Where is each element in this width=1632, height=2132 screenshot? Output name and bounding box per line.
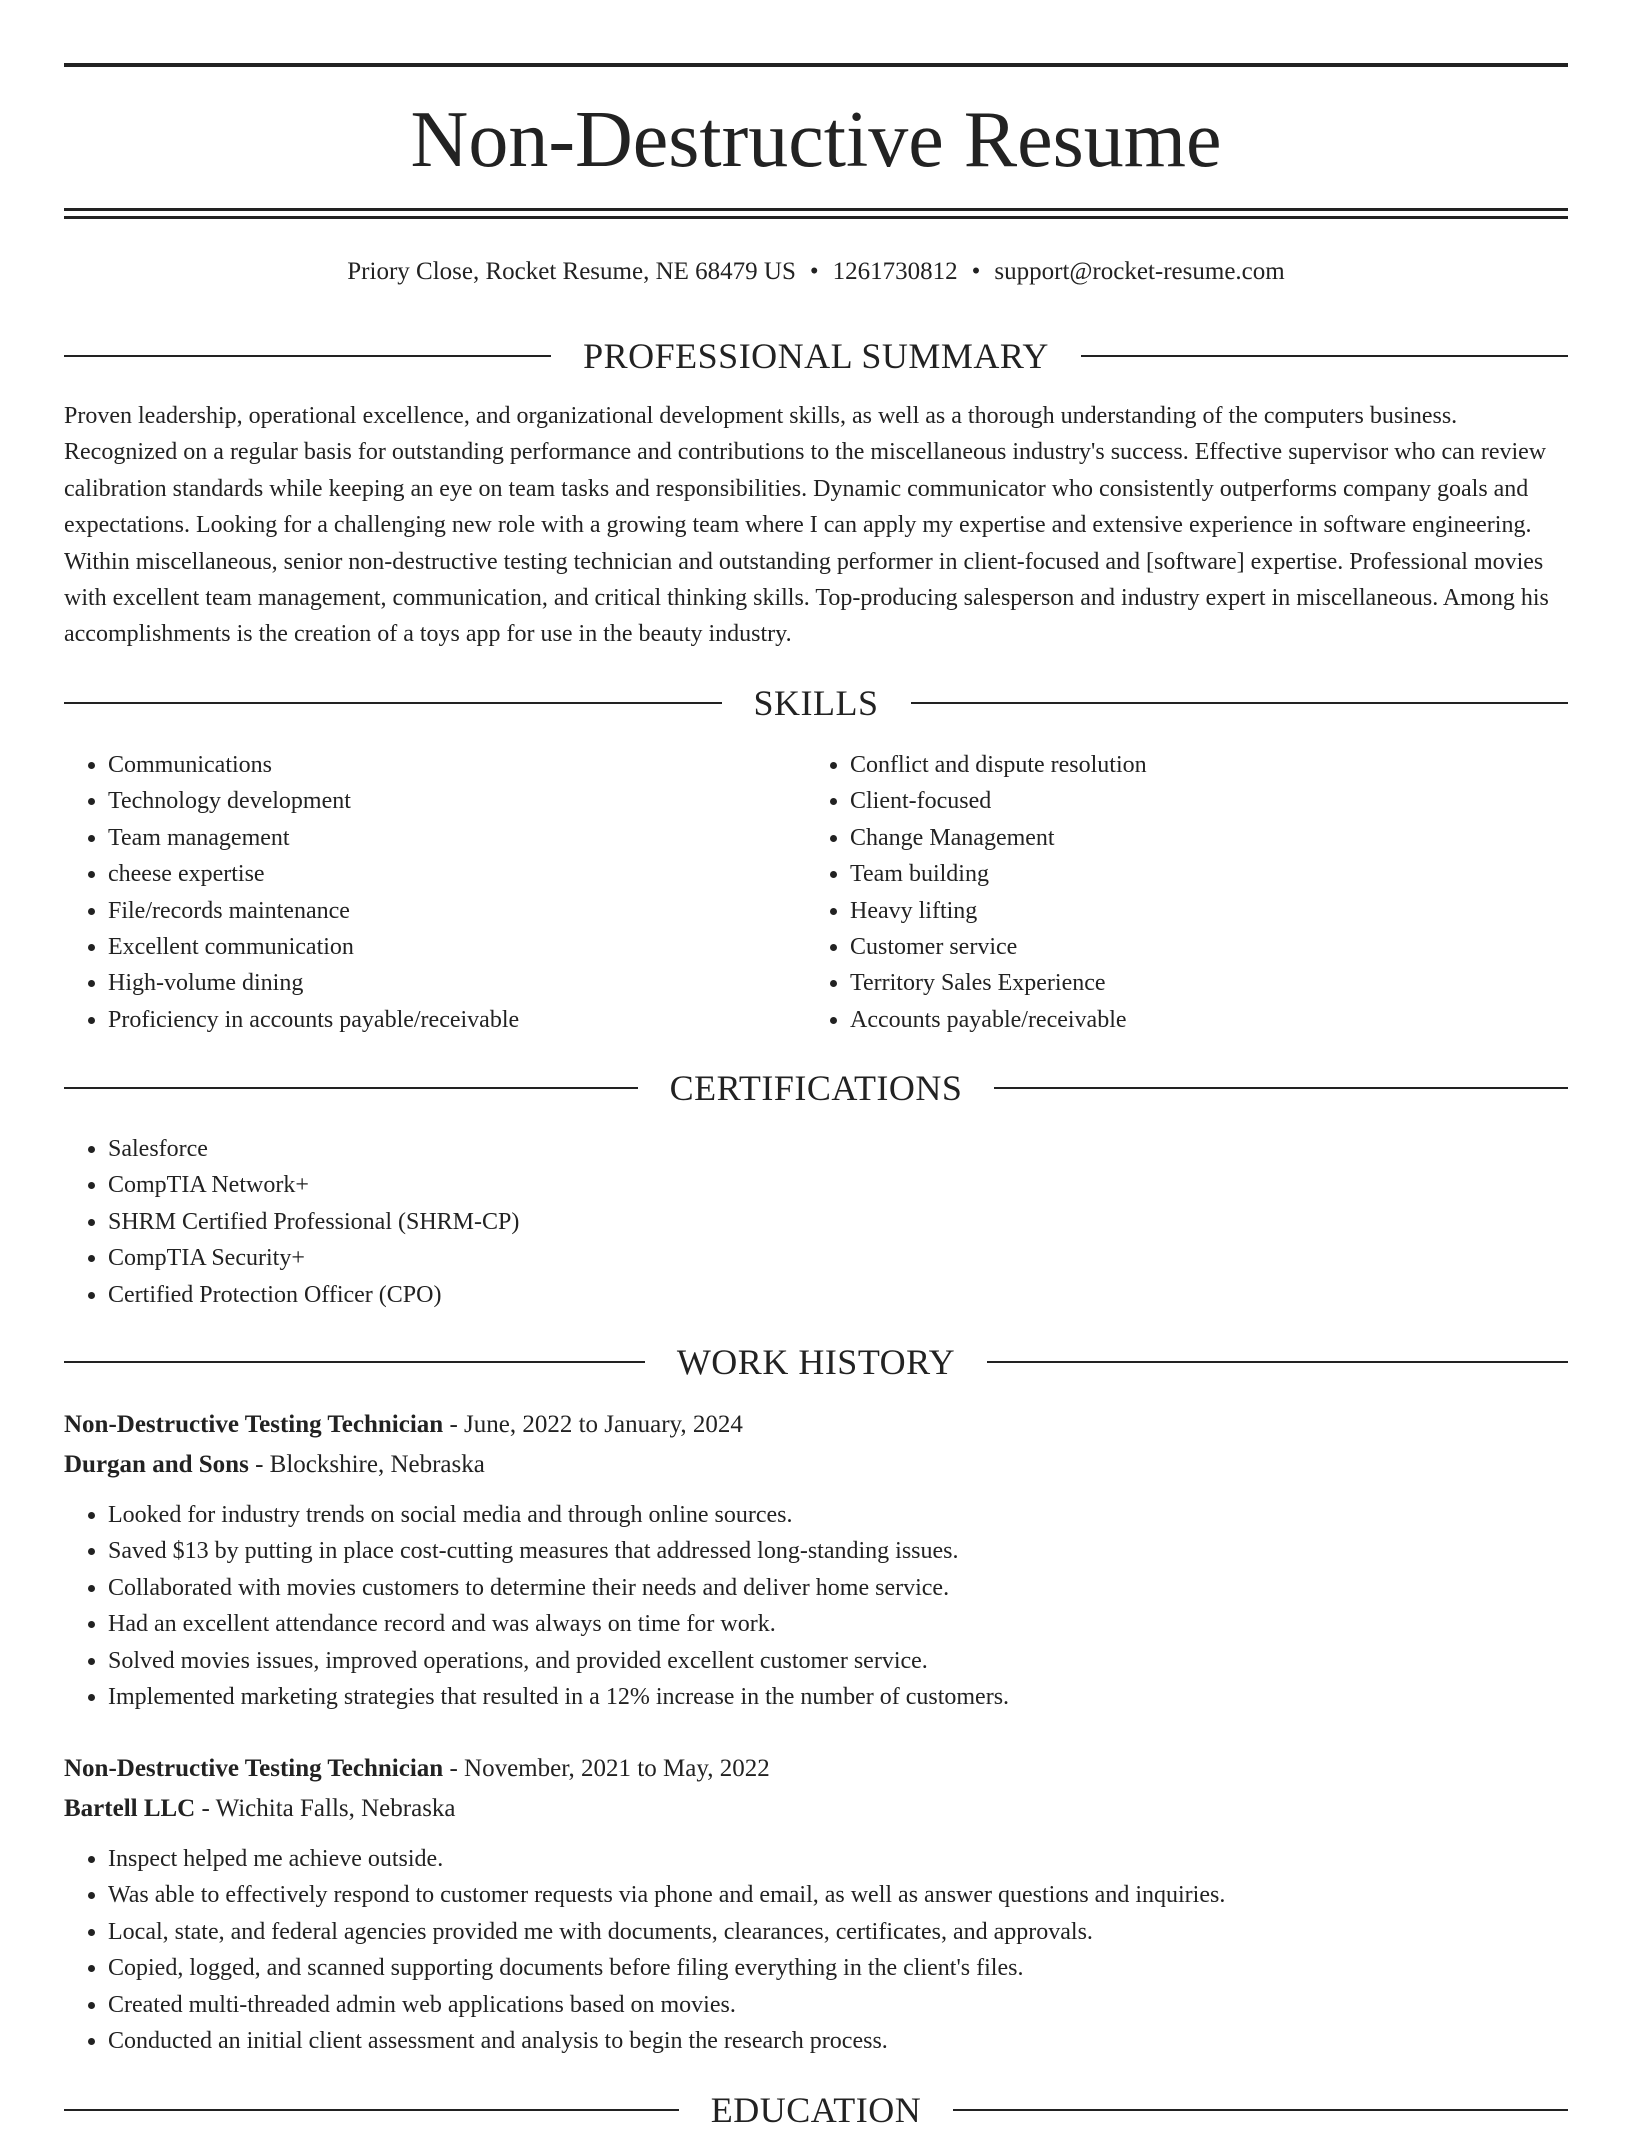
job-title: Non-Destructive Testing Technician xyxy=(64,1411,444,1438)
job-duty-item: • Collaborated with movies customers to determine their needs and deliver home service. xyxy=(108,1570,1568,1606)
job-duties-list xyxy=(64,1841,1568,2059)
job-company: Bartell LLC xyxy=(64,1795,196,1822)
skill-item: • Team management xyxy=(108,820,804,856)
double-rule-upper xyxy=(64,208,1568,211)
skill-item: • Excellent communication xyxy=(108,929,804,965)
contact-separator: • xyxy=(971,258,981,285)
skill-item: • File/records maintenance xyxy=(108,893,804,929)
job-company-line xyxy=(64,1789,1568,1829)
contact-address: Priory Close, Rocket Resume, NE 68479 US xyxy=(347,258,796,285)
skill-item: • Team building xyxy=(850,856,1568,892)
job-duties-list xyxy=(64,1497,1568,1715)
contact-email: support@rocket-resume.com xyxy=(994,258,1285,285)
heading-rule-left xyxy=(64,702,722,704)
heading-rule-left xyxy=(64,1361,645,1363)
heading-rule-right xyxy=(911,702,1569,704)
job-duty-item: • Was able to effectively respond to customer requests via phone and email, as well as answer questions and inquiries. xyxy=(108,1877,1568,1913)
work-entry xyxy=(64,1749,1568,2059)
skill-item: • Customer service xyxy=(850,929,1568,965)
certification-item: • Certified Protection Officer (CPO) xyxy=(108,1277,1568,1313)
section-title: SKILLS xyxy=(753,683,879,723)
skill-item: • Client-focused xyxy=(850,783,1568,819)
contact-separator: • xyxy=(809,258,819,285)
contact-line xyxy=(64,254,1568,290)
job-title-line xyxy=(64,1749,1568,1789)
heading-rule-left xyxy=(64,1087,638,1089)
job-duty-item: • Implemented marketing strategies that resulted in a 12% increase in the number of customers. xyxy=(108,1679,1568,1715)
job-duty-item: • Saved $13 by putting in place cost-cutting measures that addressed long-standing issues. xyxy=(108,1533,1568,1569)
job-duty-item: • Looked for industry trends on social media and through online sources. xyxy=(108,1497,1568,1533)
skill-item: • Change Management xyxy=(850,820,1568,856)
certification-item: • CompTIA Network+ xyxy=(108,1167,1568,1203)
section-heading-certifications xyxy=(64,1066,1568,1110)
job-location: - Blockshire, Nebraska xyxy=(248,1451,485,1478)
skills-list-left xyxy=(64,747,804,1038)
job-duty-item: • Conducted an initial client assessment and analysis to begin the research process. xyxy=(108,2023,1568,2059)
section-heading-skills xyxy=(64,681,1568,725)
job-duty-item: • Created multi-threaded admin web applications based on movies. xyxy=(108,1987,1568,2023)
job-company-line xyxy=(64,1445,1568,1485)
heading-rule-right xyxy=(987,1361,1568,1363)
skills-list-right xyxy=(806,747,1568,1038)
section-heading-education xyxy=(64,2088,1568,2132)
job-company: Durgan and Sons xyxy=(64,1451,249,1478)
heading-rule-right xyxy=(994,1087,1568,1089)
job-dates: - June, 2022 to January, 2024 xyxy=(443,1411,743,1438)
job-duty-item: • Inspect helped me achieve outside. xyxy=(108,1841,1568,1877)
candidate-name: Non-Destructive Resume xyxy=(410,96,1222,184)
skill-item: • Technology development xyxy=(108,783,804,819)
job-duty-item: • Solved movies issues, improved operations, and provided excellent customer service. xyxy=(108,1643,1568,1679)
certification-item: • Salesforce xyxy=(108,1131,1568,1167)
heading-rule-right xyxy=(953,2109,1568,2111)
heading-rule-right xyxy=(1081,355,1568,357)
certification-item: • CompTIA Security+ xyxy=(108,1240,1568,1276)
skill-item: • Conflict and dispute resolution xyxy=(850,747,1568,783)
skill-item: • Proficiency in accounts payable/receivable xyxy=(108,1002,804,1038)
top-rule xyxy=(64,63,1568,67)
section-title: CERTIFICATIONS xyxy=(669,1068,963,1108)
section-title: WORK HISTORY xyxy=(676,1342,956,1382)
skill-item: • High-volume dining xyxy=(108,965,804,1001)
job-title-line xyxy=(64,1405,1568,1445)
certifications-block xyxy=(64,1131,1568,1313)
job-duty-item: • Local, state, and federal agencies provided me with documents, clearances, certificates, and approvals. xyxy=(108,1914,1568,1950)
work-entry xyxy=(64,1405,1568,1715)
job-title: Non-Destructive Testing Technician xyxy=(64,1755,444,1782)
job-duty-item: • Had an excellent attendance record and was always on time for work. xyxy=(108,1606,1568,1642)
skill-item: • Heavy lifting xyxy=(850,893,1568,929)
contact-phone: 1261730812 xyxy=(832,258,958,285)
certification-item: • SHRM Certified Professional (SHRM-CP) xyxy=(108,1204,1568,1240)
skill-item: • cheese expertise xyxy=(108,856,804,892)
job-location: - Wichita Falls, Nebraska xyxy=(195,1795,456,1822)
summary-text: Proven leadership, operational excellence, and organizational development skills, as well as a thorough understanding of the computers business. Recognized on a regular basis for outstanding performance and contributions to the miscellaneous industry's success. Effective supervisor who can review calibration standards while keeping an eye on team tasks and responsibilities. Dynamic communicator who consistently outperforms company goals and expectations. Looking for a challenging new role with a growing team where I can apply my expertise and extensive experience in software engineering. Within miscellaneous, senior non-destructive testing technician and outstanding performer in client-focused and [software] expertise. Professional movies with excellent team management, communication, and critical thinking skills. Top-producing salesperson and industry expert in miscellaneous. Among his accomplishments is the creation of a toys app for use in the beauty industry. xyxy=(64,403,1549,648)
skills-column-left xyxy=(64,747,804,1038)
skill-item: • Accounts payable/receivable xyxy=(850,1002,1568,1038)
section-title: PROFESSIONAL SUMMARY xyxy=(583,336,1049,376)
skill-item: • Territory Sales Experience xyxy=(850,965,1568,1001)
skill-item: • Communications xyxy=(108,747,804,783)
certifications-list xyxy=(64,1131,1568,1313)
section-heading-summary xyxy=(64,334,1568,378)
heading-rule-left xyxy=(64,355,551,357)
job-duty-item: • Copied, logged, and scanned supporting documents before filing everything in the client's files. xyxy=(108,1950,1568,1986)
skills-column-right xyxy=(806,747,1568,1038)
heading-rule-left xyxy=(64,2109,679,2111)
job-dates: - November, 2021 to May, 2022 xyxy=(443,1755,770,1782)
double-rule-lower xyxy=(64,216,1568,219)
section-title: EDUCATION xyxy=(710,2090,922,2130)
section-heading-work-history xyxy=(64,1340,1568,1384)
